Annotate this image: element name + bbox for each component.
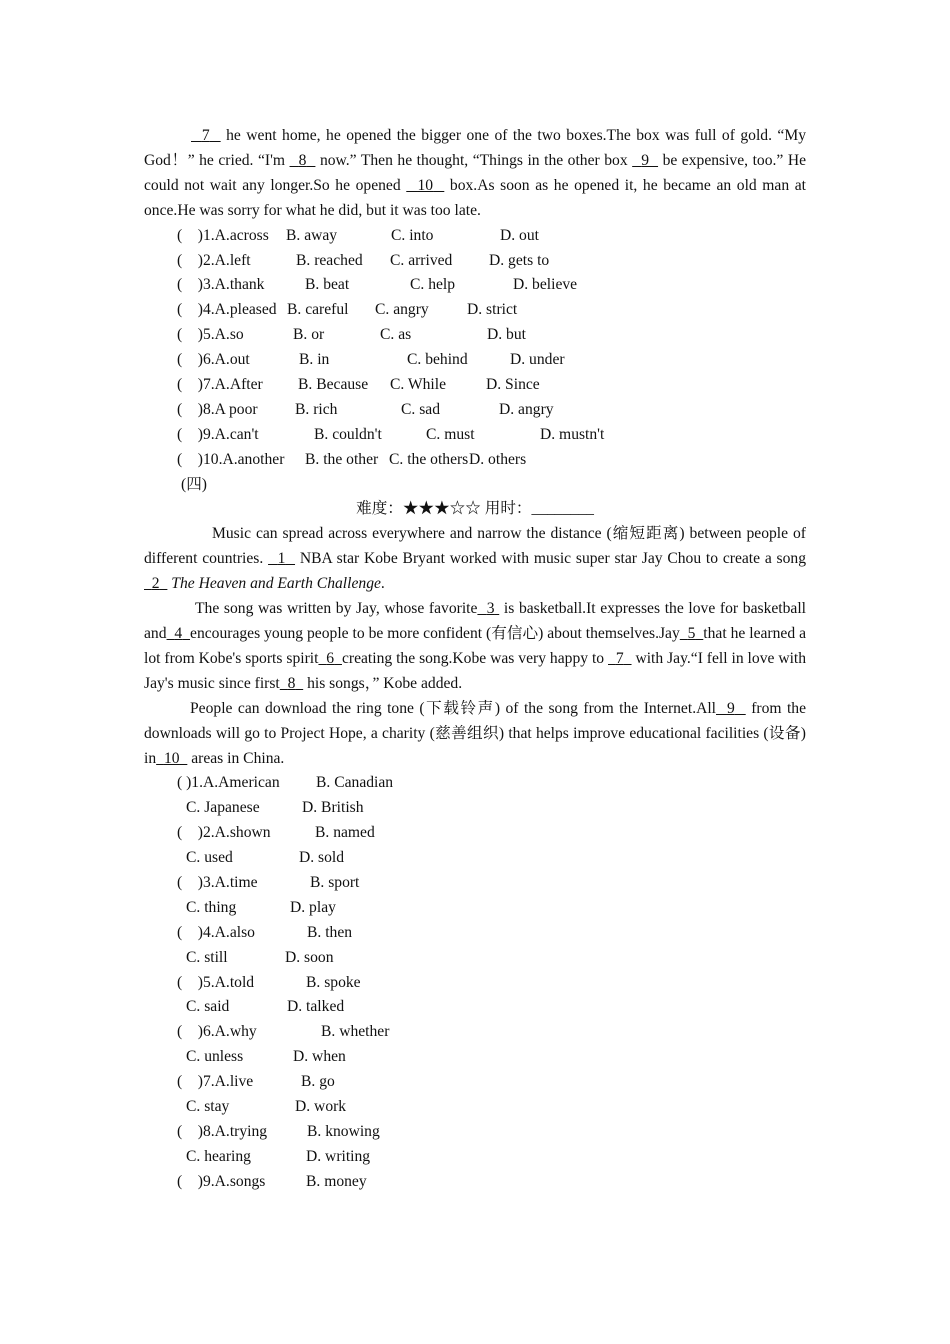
question-row <box>144 921 806 946</box>
blank-8b: 8 <box>287 674 296 692</box>
difficulty-line: 难度：★★★☆☆ 用时：________ <box>356 500 594 518</box>
question-row-continued <box>144 995 806 1020</box>
question-option-c: C. said <box>186 998 230 1016</box>
question-row <box>144 398 806 423</box>
question-option-a: ( )6.A.out <box>177 351 250 369</box>
question-row <box>144 298 806 323</box>
question-option-c: C. While <box>390 375 447 393</box>
passage-text: be expensive, too.” He could not wait any longer.So he opened <box>144 151 807 194</box>
blank-2: 2 <box>151 575 160 593</box>
question-option-d: D. play <box>290 898 336 916</box>
blank-7: 7 <box>201 127 210 144</box>
question-option-a: ( )1.A.American <box>177 774 280 792</box>
question-option-c: C. as <box>380 326 412 344</box>
blank-9: 9 <box>641 151 649 169</box>
question-option-d: D. but <box>487 326 526 344</box>
question-option-b: B. knowing <box>307 1122 380 1140</box>
question-option-a: ( )4.A.pleased <box>177 301 277 319</box>
question-option-a: ( )8.A.trying <box>177 1122 268 1140</box>
question-option-c: C. used <box>186 849 233 867</box>
question-row <box>144 971 806 996</box>
question-option-a: ( )9.A.can't <box>177 425 259 443</box>
blank-7b: 7 <box>615 649 624 667</box>
section4-paragraph-2: The song was written by Jay, whose favorite 3 is basketball.It expresses the love for basketball and 4 encourages young people to be more confident (有信心) about themselves.Jay 5 that he learned a lot from Kobe's sports spirit 6 creating the song.Kobe was very happy to 7 with Jay.“I fell in love with Jay's music since first 8 his songs，” Kobe added. <box>144 600 807 692</box>
question-option-a: ( )4.A.also <box>177 923 255 941</box>
question-option-d: D. when <box>293 1048 346 1066</box>
question-row-continued <box>144 1145 806 1170</box>
question-option-b: B. careful <box>287 301 349 319</box>
question-option-c: C. angry <box>375 301 429 319</box>
blank-5: 5 <box>687 624 696 642</box>
question-option-b: B. Canadian <box>316 774 394 792</box>
question-option-a: ( )2.A.left <box>177 251 251 269</box>
blank-9b: 9 <box>726 699 735 717</box>
question-option-d: D. talked <box>287 998 345 1016</box>
question-option-c: C. sad <box>401 400 440 418</box>
question-row <box>144 448 806 473</box>
question-row <box>144 224 806 249</box>
question-option-b: B. named <box>315 824 375 842</box>
passage3-question-list <box>144 224 806 473</box>
question-option-b: B. couldn't <box>314 425 382 443</box>
question-row <box>144 1170 806 1195</box>
question-option-c: C. hearing <box>186 1147 251 1165</box>
question-option-b: B. then <box>307 923 353 941</box>
question-row <box>144 423 806 448</box>
question-option-b: B. or <box>293 326 325 344</box>
question-option-b: B. the other <box>305 450 379 468</box>
section4-question-list <box>144 771 806 1194</box>
question-option-b: B. reached <box>296 251 363 269</box>
blank-4: 4 <box>174 624 183 642</box>
question-option-d: D. British <box>302 799 364 817</box>
blank-1: 1 <box>277 550 286 568</box>
blank-8: 8 <box>298 151 307 169</box>
question-row <box>144 273 806 298</box>
question-option-b: B. Because <box>298 375 369 393</box>
blank-10b: 10 <box>163 749 180 767</box>
question-option-d: D. Since <box>486 375 540 393</box>
blank-6: 6 <box>326 649 335 667</box>
question-option-c: C. behind <box>407 351 468 369</box>
question-row <box>144 249 806 274</box>
question-option-b: B. in <box>299 351 330 369</box>
question-row <box>144 821 806 846</box>
question-option-c: C. the others <box>389 450 469 468</box>
song-title: The Heaven and Earth Challenge <box>171 575 381 593</box>
question-row-continued <box>144 946 806 971</box>
question-row <box>144 1020 806 1045</box>
question-option-a: ( )9.A.songs <box>177 1172 266 1190</box>
question-option-a: ( )3.A.time <box>177 873 258 891</box>
question-option-c: C. stay <box>186 1097 230 1115</box>
question-option-b: B. spoke <box>306 973 361 991</box>
question-option-d: D. others <box>469 450 527 468</box>
question-option-d: D. believe <box>513 276 578 294</box>
question-row-continued <box>144 796 806 821</box>
question-row-continued <box>144 1045 806 1070</box>
question-option-c: C. arrived <box>390 251 453 269</box>
question-option-a: ( )6.A.why <box>177 1023 257 1041</box>
question-option-b: B. money <box>306 1172 367 1190</box>
question-option-d: D. sold <box>299 849 345 867</box>
question-row <box>144 348 806 373</box>
question-option-d: D. out <box>500 226 539 244</box>
worksheet-page <box>144 124 806 1195</box>
passage-text: now.” Then he thought, “Things in the other box <box>315 151 633 169</box>
question-row <box>144 871 806 896</box>
blank-3: 3 <box>486 600 495 618</box>
question-row <box>144 323 806 348</box>
question-option-a: ( )7.A.live <box>177 1073 254 1091</box>
question-option-b: B. beat <box>305 276 350 294</box>
question-option-a: ( )5.A.told <box>177 973 255 991</box>
question-option-a: ( )1.A.across <box>177 226 269 244</box>
question-row-continued <box>144 846 806 871</box>
question-option-c: C. Japanese <box>186 799 260 817</box>
question-option-d: D. angry <box>499 400 554 418</box>
question-option-d: D. soon <box>285 948 334 966</box>
passage-text: box.As soon as he opened it, he became an old man at once.He was sorry for what he did, but it was too late. <box>144 176 807 219</box>
question-option-c: C. unless <box>186 1048 244 1066</box>
question-option-b: B. sport <box>310 873 360 891</box>
question-option-d: D. mustn't <box>540 425 605 443</box>
passage3-paragraph <box>144 124 806 224</box>
question-option-b: B. away <box>286 226 338 244</box>
question-option-d: D. gets to <box>489 251 550 269</box>
question-row-continued <box>144 1095 806 1120</box>
question-option-a: ( )7.A.After <box>177 375 263 393</box>
question-option-d: D. work <box>295 1097 347 1115</box>
question-option-d: D. strict <box>467 301 518 319</box>
question-option-a: ( )8.A poor <box>177 400 258 418</box>
question-row <box>144 1070 806 1095</box>
passage-text: he went home, he opened the bigger one of the two boxes.The box was full of gold. “My God！” he cried. “I'm <box>144 127 807 169</box>
question-option-a: ( )3.A.thank <box>177 276 265 294</box>
question-option-b: B. rich <box>295 400 338 418</box>
question-row <box>144 373 806 398</box>
question-option-d: D. writing <box>306 1147 371 1165</box>
question-option-b: B. go <box>301 1073 335 1091</box>
question-option-c: C. thing <box>186 898 237 916</box>
blank-10: 10 <box>417 176 434 194</box>
question-option-c: C. help <box>410 276 456 294</box>
question-option-d: D. under <box>510 351 565 369</box>
section4-paragraph-1: Music can spread across everywhere and narrow the distance (缩短距离) between people of different countries. 1 NBA star Kobe Bryant worked with music super star Jay Chou to create a song 2 The Heaven and Earth Challenge. <box>144 525 807 593</box>
section4-paragraph-3: People can download the ring tone (下载铃声) of the song from the Internet.All 9 from the downloads will go to Project Hope, a charity (慈善组织) that helps improve educational facilities (设备) in 10 areas in China. <box>144 699 807 767</box>
question-option-b: B. whether <box>321 1023 390 1041</box>
question-option-a: ( )10.A.another <box>177 450 285 468</box>
question-option-a: ( )2.A.shown <box>177 824 271 842</box>
question-option-c: C. into <box>391 226 434 244</box>
section-label: (四) <box>181 475 207 493</box>
question-option-c: C. must <box>426 425 475 443</box>
question-option-c: C. still <box>186 948 228 966</box>
question-row <box>144 771 806 796</box>
question-option-a: ( )5.A.so <box>177 326 244 344</box>
question-row <box>144 1120 806 1145</box>
question-row-continued <box>144 896 806 921</box>
